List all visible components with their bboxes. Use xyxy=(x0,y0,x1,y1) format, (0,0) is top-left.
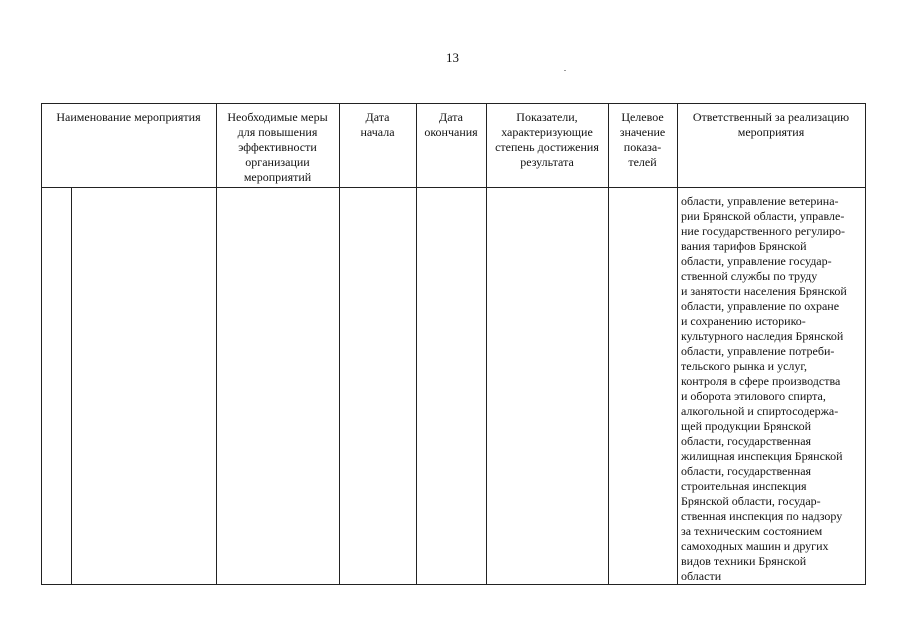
responsible-line: ственная инспекция по надзору xyxy=(681,509,843,523)
header-target-value: Целевое значение показа- телей xyxy=(619,110,666,169)
responsible-line: области, управление ветерина- xyxy=(681,194,839,208)
responsible-line: Брянской области, государ- xyxy=(681,494,821,508)
responsible-line: области, государственная xyxy=(681,434,812,448)
responsible-line: самоходных машин и других xyxy=(681,539,829,553)
header-indicators: Показатели, характеризующие степень достижения результата xyxy=(495,110,599,169)
responsible-line: ние государственного регулиро- xyxy=(681,224,846,238)
responsible-line: области, управление по охране xyxy=(681,299,840,313)
responsible-line: области xyxy=(681,569,722,583)
header-text: Наименование мероприятия xyxy=(56,110,201,124)
column-border xyxy=(677,103,678,584)
header-start-date: Дата начала xyxy=(360,110,395,139)
column-border xyxy=(608,103,609,584)
responsible-line: вания тарифов Брянской xyxy=(681,239,807,253)
table-bottom-border xyxy=(41,584,866,585)
responsible-line: области, управление государ- xyxy=(681,254,832,268)
table-left-border xyxy=(41,103,42,584)
header-end-date: Дата окончания xyxy=(424,110,478,139)
responsible-line: и оборота этилового спирта, xyxy=(681,389,826,403)
responsible-line: за техническим состоянием xyxy=(681,524,823,538)
number-column-border xyxy=(71,187,72,584)
column-border xyxy=(416,103,417,584)
header-bottom-border xyxy=(41,187,866,188)
responsible-line: щей продукции Брянской xyxy=(681,419,812,433)
responsible-line: и занятости населения Брянской xyxy=(681,284,847,298)
responsible-line: контроля в сфере производства xyxy=(681,374,841,388)
table-top-border xyxy=(41,103,866,104)
responsible-cell xyxy=(681,194,865,584)
column-border xyxy=(339,103,340,584)
responsible-line: жилищная инспекция Брянской xyxy=(681,449,843,463)
responsible-line: и сохранению историко- xyxy=(681,314,806,328)
responsible-line: видов техники Брянской xyxy=(681,554,807,568)
responsible-line: ственной службы по труду xyxy=(681,269,818,283)
column-border xyxy=(486,103,487,584)
responsible-line: алкогольной и спиртосодержа- xyxy=(681,404,839,418)
header-measures: Необходимые меры для повышения эффективности организации мероприятий xyxy=(227,110,328,184)
responsible-line: культурного наследия Брянской xyxy=(681,329,844,343)
responsible-line: области, управление потреби- xyxy=(681,344,835,358)
responsible-line: рии Брянской области, управле- xyxy=(681,209,845,223)
responsible-line: области, государственная xyxy=(681,464,812,478)
page-number: 13 xyxy=(446,50,459,65)
scan-speck xyxy=(564,70,566,71)
table-right-border xyxy=(865,103,866,584)
header-event-name xyxy=(41,110,216,125)
responsible-line: тельского рынка и услуг, xyxy=(681,359,807,373)
responsible-line: строительная инспекция xyxy=(681,479,807,493)
header-responsible: Ответственный за реализацию мероприятия xyxy=(692,110,850,139)
